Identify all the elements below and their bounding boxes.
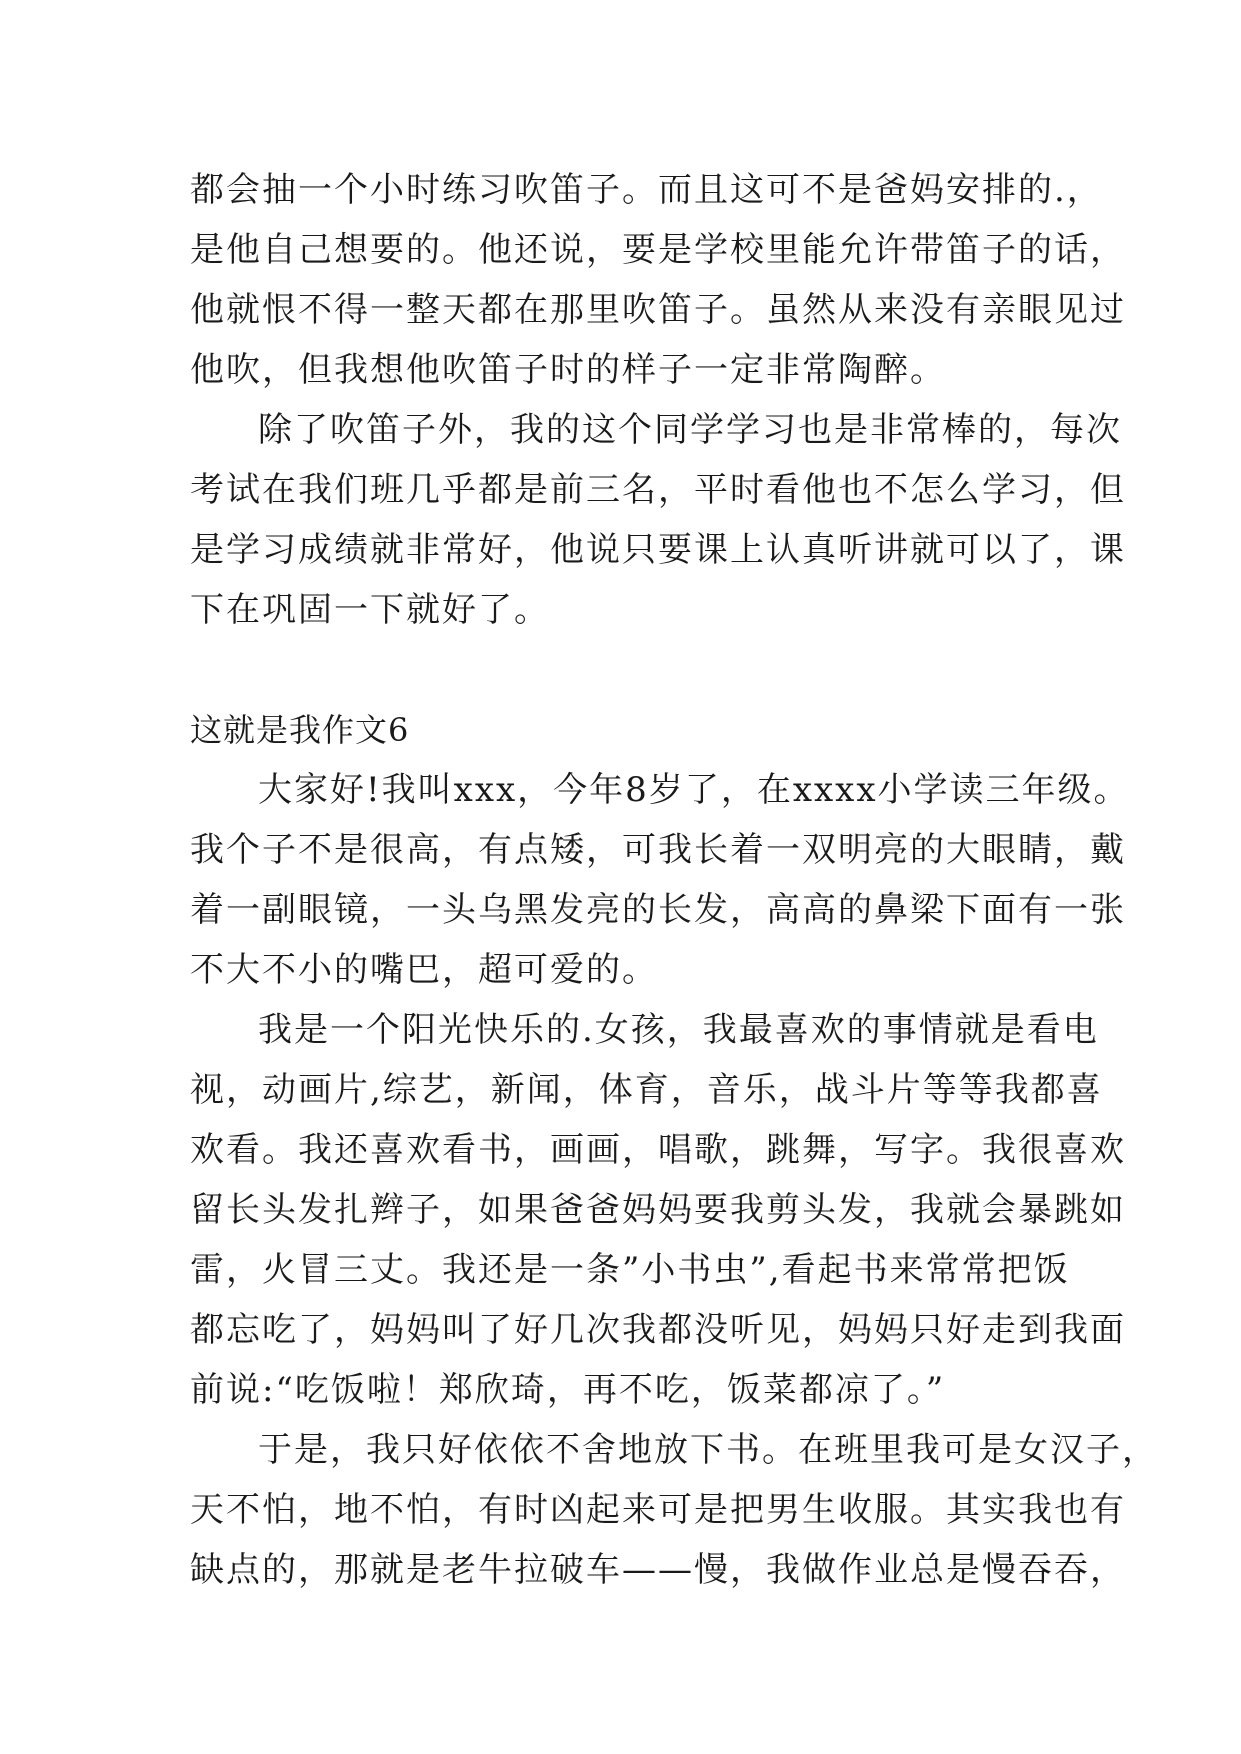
text-line: 大家好!我叫xxx，今年8岁了，在xxxx小学读三年级。 — [258, 770, 1130, 810]
text-line: 都忘吃了，妈妈叫了好几次我都没听见，妈妈只好走到我面 — [190, 1310, 1126, 1350]
text-line: 留长头发扎辫子，如果爸爸妈妈要我剪头发，我就会暴跳如 — [190, 1190, 1126, 1230]
text-line: 他吹，但我想他吹笛子时的样子一定非常陶醉。 — [190, 350, 946, 390]
text-line: 都会抽一个小时练习吹笛子。而且这可不是爸妈安排的.， — [190, 170, 1103, 210]
paragraph-3 — [190, 760, 1130, 1000]
text-line: 是他自己想要的。他还说，要是学校里能允许带笛子的话， — [190, 230, 1126, 270]
text-line: 除了吹笛子外，我的这个同学学习也是非常棒的，每次 — [258, 410, 1122, 450]
paragraph-5 — [190, 1420, 1158, 1600]
blank-line — [190, 640, 1070, 700]
text-line: 不大不小的嘴巴，超可爱的。 — [190, 950, 658, 990]
text-line: 雷，火冒三丈。我还是一条”小书虫”,看起书来常常把饭 — [190, 1250, 1070, 1290]
paragraph-4 — [190, 1000, 1126, 1420]
text-line: 他就恨不得一整天都在那里吹笛子。虽然从来没有亲眼见过 — [190, 290, 1126, 330]
text-line: 着一副眼镜，一头乌黑发亮的长发，高高的鼻梁下面有一张 — [190, 890, 1126, 930]
text-line: 我是一个阳光快乐的.女孩，我最喜欢的事情就是看电 — [258, 1010, 1099, 1050]
text-line: 我个子不是很高，有点矮，可我长着一双明亮的大眼睛，戴 — [190, 830, 1126, 870]
text-line: 于是，我只好依依不舍地放下书。在班里我可是女汉子， — [258, 1430, 1158, 1470]
section-title: 这就是我作文6 — [190, 711, 410, 749]
paragraph-1 — [190, 160, 1126, 400]
text-line: 下在巩固一下就好了。 — [190, 590, 550, 630]
text-line: 视，动画片,综艺，新闻，体育，音乐，战斗片等等我都喜 — [190, 1070, 1103, 1110]
text-line: 考试在我们班几乎都是前三名，平时看他也不怎么学习，但 — [190, 470, 1126, 510]
paragraph-2 — [190, 400, 1126, 640]
text-line: 缺点的，那就是老牛拉破车——慢，我做作业总是慢吞吞， — [190, 1550, 1126, 1590]
text-line: 是学习成绩就非常好，他说只要课上认真听讲就可以了，课 — [190, 530, 1126, 570]
text-line: 前说:“吃饭啦！郑欣琦，再不吃，饭菜都凉了。” — [190, 1370, 946, 1410]
text-line: 欢看。我还喜欢看书，画画，唱歌，跳舞，写字。我很喜欢 — [190, 1130, 1126, 1170]
text-line: 天不怕，地不怕，有时凶起来可是把男生收服。其实我也有 — [190, 1490, 1126, 1530]
document-page — [190, 160, 1158, 1600]
